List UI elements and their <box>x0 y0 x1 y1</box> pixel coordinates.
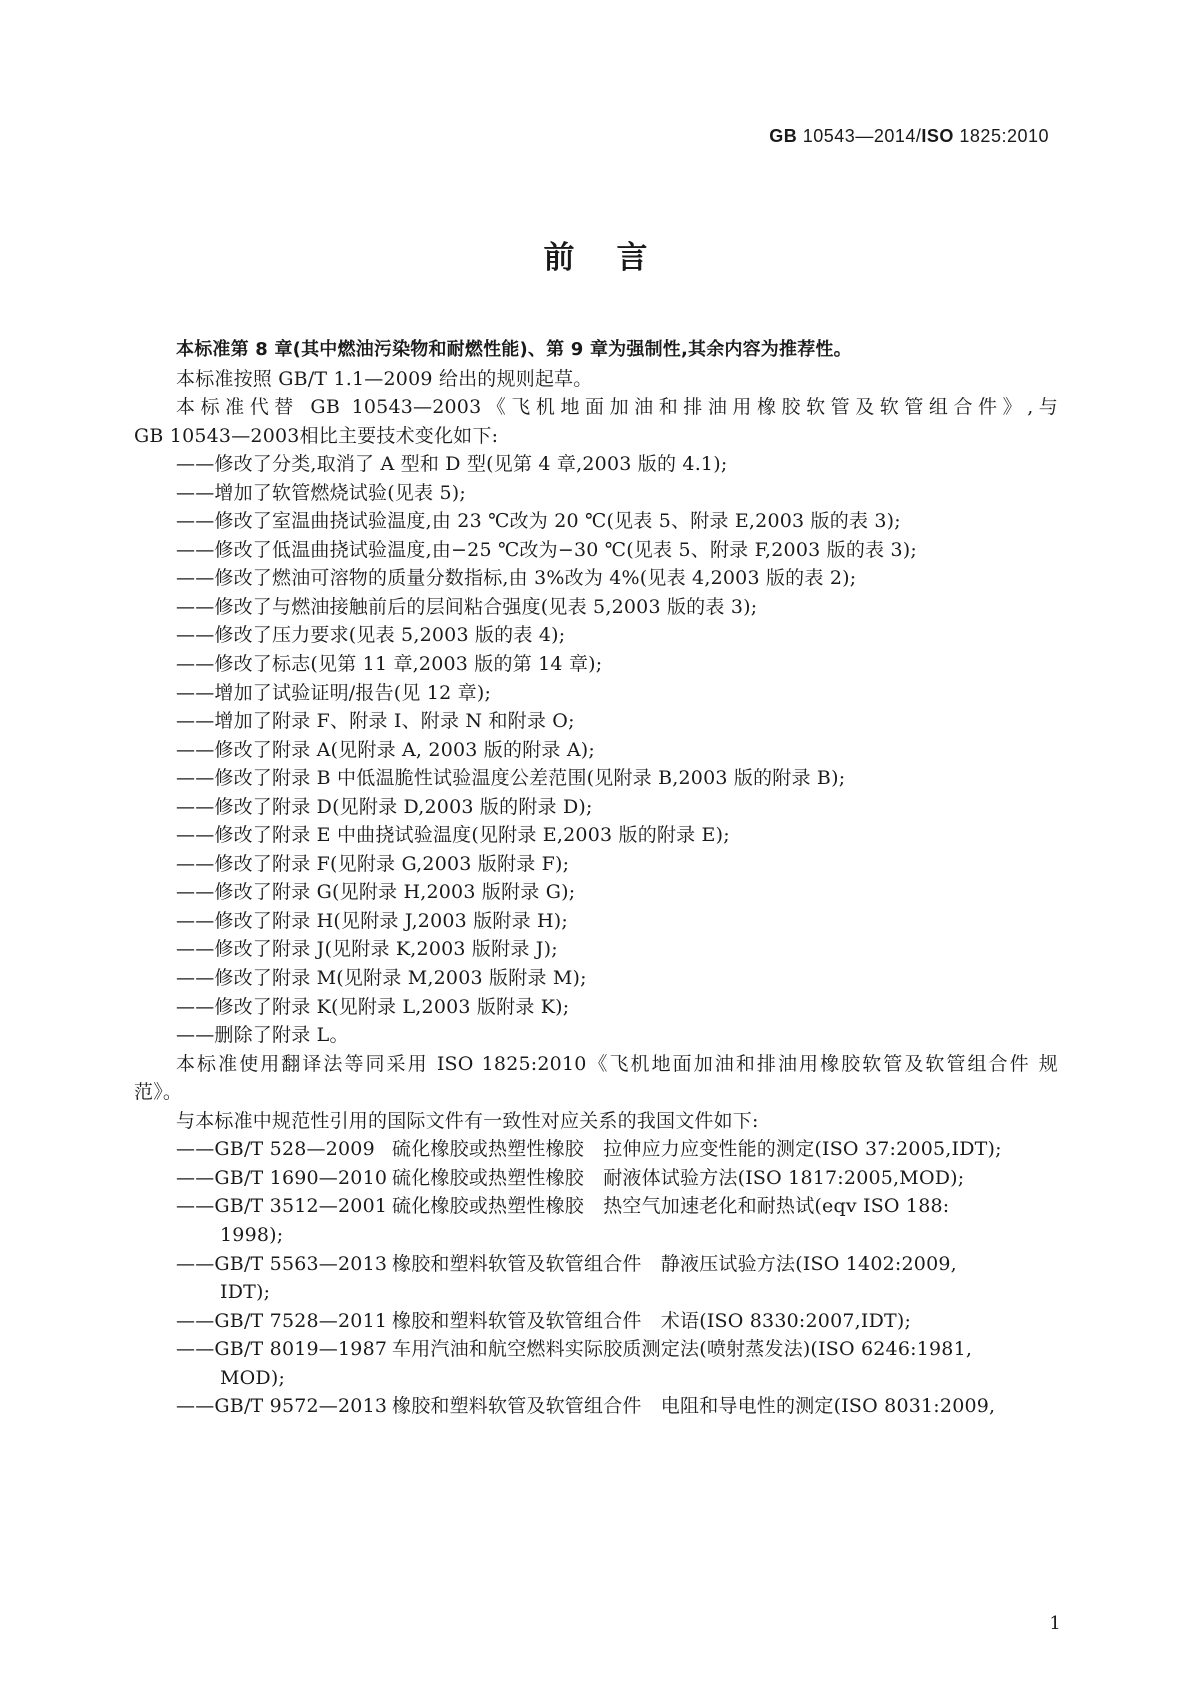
reference-title: 车用汽油和航空燃料实际胶质测定法(喷射蒸发法)(ISO 6246:1981, <box>392 1338 973 1361</box>
change-item: ——修改了附录 H(见附录 J,2003 版附录 H); <box>176 909 569 932</box>
reference-title: 橡胶和塑料软管及软管组合件 电阻和导电性的测定(ISO 8031:2009, <box>392 1395 996 1418</box>
standard-code-header <box>769 126 1049 147</box>
reference-code: ——GB/T 5563—2013 <box>176 1252 388 1275</box>
reference-item <box>134 1392 1058 1421</box>
reference-title: 硫化橡胶或热塑性橡胶 热空气加速老化和耐热试(eqv ISO 188: <box>392 1195 950 1218</box>
reference-title: 橡胶和塑料软管及软管组合件 术语(ISO 8330:2007,IDT); <box>392 1309 912 1332</box>
reference-item <box>134 1135 1058 1164</box>
standard-code-prefix: GB <box>769 126 798 146</box>
changes-list <box>134 450 1058 1049</box>
change-item: ——修改了附录 B 中低温脆性试验温度公差范围(见附录 B,2003 版的附录 B); <box>176 767 846 790</box>
reference-title: 橡胶和塑料软管及软管组合件 静液压试验方法(ISO 1402:2009, <box>392 1252 957 1275</box>
change-item: ——修改了分类,取消了 A 型和 D 型(见第 4 章,2003 版的 4.1); <box>176 453 728 476</box>
change-item: ——删除了附录 L。 <box>176 1024 349 1047</box>
reference-code: ——GB/T 3512—2001 <box>176 1195 388 1218</box>
change-item: ——修改了附录 G(见附录 H,2003 版附录 G); <box>176 881 576 904</box>
replaces-statement-line-2: GB 10543—2003相比主要技术变化如下: <box>134 424 499 447</box>
reference-continuation: 1998); <box>220 1223 284 1246</box>
mandatory-statement: 本标准第 8 章(其中燃油污染物和耐燃性能)、第 9 章为强制性,其余内容为推荐性。 <box>176 339 852 360</box>
change-item: ——增加了附录 F、附录 I、附录 N 和附录 O; <box>176 710 575 733</box>
reference-code: ——GB/T 7528—2011 <box>176 1309 388 1332</box>
reference-item <box>134 1250 1058 1279</box>
change-item: ——修改了压力要求(见表 5,2003 版的表 4); <box>176 624 566 647</box>
page-number: 1 <box>1049 1613 1061 1634</box>
standard-code-main: 10543—2014/ <box>802 126 922 146</box>
reference-title: 硫化橡胶或热塑性橡胶 拉伸应力应变性能的测定(ISO 37:2005,IDT); <box>392 1138 1002 1161</box>
change-item: ——修改了附录 J(见附录 K,2003 版附录 J); <box>176 938 558 961</box>
change-item: ——增加了软管燃烧试验(见表 5); <box>176 481 466 504</box>
reference-item <box>134 1335 1058 1364</box>
drafting-statement: 本标准按照 GB/T 1.1—2009 给出的规则起草。 <box>176 367 593 390</box>
standard-code-tail: 1825:2010 <box>959 126 1049 146</box>
reference-title: 硫化橡胶或热塑性橡胶 耐液体试验方法(ISO 1817:2005,MOD); <box>392 1166 965 1189</box>
reference-code: ——GB/T 8019—1987 <box>176 1338 388 1361</box>
change-item: ——修改了附录 E 中曲挠试验温度(见附录 E,2003 版的附录 E); <box>176 824 730 847</box>
change-item: ——修改了与燃油接触前后的层间粘合强度(见表 5,2003 版的表 3); <box>176 595 758 618</box>
change-item: ——修改了标志(见第 11 章,2003 版的第 14 章); <box>176 653 603 676</box>
replaces-statement-line-1: 本标准代替 GB 10543—2003《飞机地面加油和排油用橡胶软管及软管组合件》,与 <box>176 396 1058 419</box>
reference-item <box>134 1192 1058 1221</box>
standard-code-iso: ISO <box>921 126 954 146</box>
reference-item <box>134 1164 1058 1193</box>
references-intro: 与本标准中规范性引用的国际文件有一致性对应关系的我国文件如下: <box>176 1109 759 1132</box>
change-item: ——修改了附录 F(见附录 G,2003 版附录 F); <box>176 852 570 875</box>
change-item: ——修改了低温曲挠试验温度,由−25 ℃改为−30 ℃(见表 5、附录 F,2003 版的表 3); <box>176 538 918 561</box>
change-item: ——修改了燃油可溶物的质量分数指标,由 3%改为 4%(见表 4,2003 版的表 2); <box>176 567 857 590</box>
translation-statement-line-2: 范》。 <box>134 1081 183 1104</box>
change-item: ——增加了试验证明/报告(见 12 章); <box>176 681 492 704</box>
change-item: ——修改了室温曲挠试验温度,由 23 ℃改为 20 ℃(见表 5、附录 E,2003 版的表 3); <box>176 510 901 533</box>
translation-statement-line-1: 本标准使用翻译法等同采用 ISO 1825:2010《飞机地面加油和排油用橡胶软管及软管组合件 规 <box>176 1052 1058 1075</box>
reference-code: ——GB/T 9572—2013 <box>176 1395 388 1418</box>
reference-code: ——GB/T 528—2009 <box>176 1138 375 1161</box>
document-body <box>134 336 1058 1421</box>
references-list <box>134 1135 1058 1420</box>
page-title: 前言 <box>543 240 690 276</box>
change-item: ——修改了附录 M(见附录 M,2003 版附录 M); <box>176 967 587 990</box>
change-item: ——修改了附录 A(见附录 A, 2003 版的附录 A); <box>176 738 595 761</box>
change-item: ——修改了附录 K(见附录 L,2003 版附录 K); <box>176 995 570 1018</box>
change-item: ——修改了附录 D(见附录 D,2003 版的附录 D); <box>176 795 593 818</box>
reference-continuation: MOD); <box>220 1366 286 1389</box>
reference-code: ——GB/T 1690—2010 <box>176 1166 388 1189</box>
reference-item <box>134 1307 1058 1336</box>
reference-continuation: IDT); <box>220 1281 271 1304</box>
